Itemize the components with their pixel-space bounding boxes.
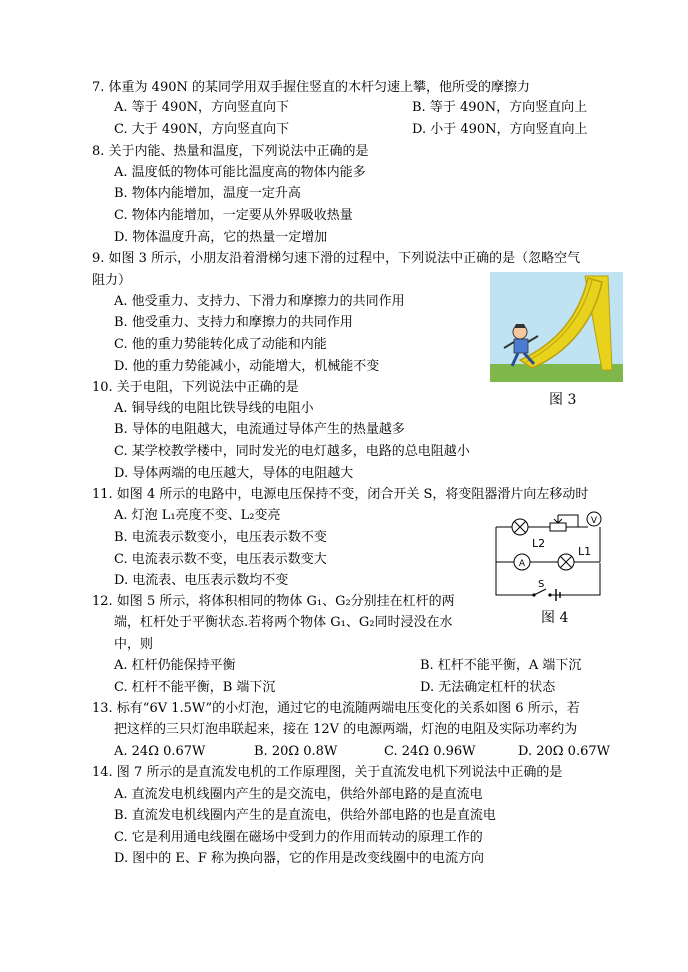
figure-4-caption: 图 4 — [541, 610, 569, 626]
q8-option-d[interactable]: D. 物体温度升高，它的热量一定增加 — [114, 230, 328, 245]
wire-left-bottom — [496, 527, 534, 595]
q14-option-d[interactable]: D. 图中的 E、F 称为换向器，它的作用是改变线圈中的电流方向 — [114, 851, 484, 866]
figure-3-caption: 图 3 — [549, 392, 577, 408]
q12-option-b[interactable]: B. 杠杆不能平衡，A 端下沉 — [420, 658, 582, 673]
q10-option-d[interactable]: D. 导体两端的电压越大，导体的电阻越大 — [114, 466, 354, 481]
switch-contact — [548, 593, 551, 596]
q14-option-b[interactable]: B. 直流发电机线圈内产生的是直流电，供给外部电路的也是直流电 — [114, 808, 496, 823]
q7-option-b[interactable]: B. 等于 490N，方向竖直向上 — [412, 100, 588, 115]
q7-option-a[interactable]: A. 等于 490N，方向竖直向下 — [114, 100, 289, 115]
q10-stem: 10. 关于电阻，下列说法中正确的是 — [92, 380, 299, 395]
lamp-l1-cross — [560, 556, 572, 568]
q9-option-a[interactable]: A. 他受重力、支持力、下滑力和摩擦力的共同作用 — [114, 294, 405, 309]
q14-stem: 14. 图 7 所示的是直流发电机的工作原理图，关于直流发电机下列说法中正确的是 — [92, 765, 563, 780]
q13-option-b[interactable]: B. 20Ω 0.8W — [254, 744, 338, 759]
q9-stem-line1: 9. 如图 3 所示，小朋友沿着滑梯匀速下滑的过程中，下列说法中正确的是（忽略空气 — [92, 251, 581, 266]
q13-stem-line2: 把这样的三只灯泡串联起来，接在 12V 的电源两端，灯泡的电阻及实际功率约为 — [114, 722, 578, 737]
q10-option-b[interactable]: B. 导体的电阻越大，电流通过导体产生的热量越多 — [114, 422, 405, 437]
q13-option-d[interactable]: D. 20Ω 0.67W — [518, 744, 610, 759]
q13-option-c[interactable]: C. 24Ω 0.96W — [384, 744, 476, 759]
q10-option-c[interactable]: C. 某学校教学楼中，同时发光的电灯越多，电路的总电阻越小 — [114, 444, 470, 459]
q12-stem-line2: 端，杠杆处于平衡状态.若将两个物体 G₁、G₂同时浸没在水 — [114, 615, 453, 630]
q12-option-d[interactable]: D. 无法确定杠杆的状态 — [420, 680, 556, 695]
lamp-l1-label: L1 — [578, 545, 592, 558]
q14-option-c[interactable]: C. 它是利用通电线圈在磁场中受到力的作用而转动的原理工作的 — [114, 830, 483, 845]
figure-4-circuit-diagram — [488, 505, 606, 605]
ammeter-label: A — [518, 559, 526, 569]
q8-option-b[interactable]: B. 物体内能增加，温度一定升高 — [114, 186, 301, 201]
switch-pivot — [532, 593, 535, 596]
q8-stem: 8. 关于内能、热量和温度，下列说法中正确的是 — [92, 144, 369, 159]
q12-stem-line1: 12. 如图 5 所示，将体积相同的物体 G₁、G₂分别挂在杠杆的两 — [92, 594, 455, 609]
q9-option-b[interactable]: B. 他受重力、支持力和摩擦力的共同作用 — [114, 315, 353, 330]
child-hair — [514, 324, 526, 328]
q12-stem-line3: 中，则 — [114, 637, 154, 652]
rheostat-link — [558, 515, 578, 527]
lamp-l2-label: L2 — [532, 537, 546, 550]
q14-option-a[interactable]: A. 直流发电机线圈内产生的是交流电，供给外部电路的是直流电 — [114, 787, 483, 802]
figure-3-slide-illustration — [490, 272, 623, 382]
lamp-l2-cross — [514, 521, 526, 533]
rheostat-body — [550, 523, 566, 531]
q12-option-c[interactable]: C. 杠杆不能平衡，B 端下沉 — [114, 680, 276, 695]
q11-option-b[interactable]: B. 电流表示数变小，电压表示数不变 — [114, 530, 327, 545]
q9-option-d[interactable]: D. 他的重力势能减小，动能增大，机械能不变 — [114, 359, 380, 374]
q9-stem-line2: 阻力） — [92, 273, 132, 288]
q12-option-a[interactable]: A. 杠杆仍能保持平衡 — [114, 658, 236, 673]
q8-option-a[interactable]: A. 温度低的物体可能比温度高的物体内能多 — [114, 165, 366, 180]
wire-bottom-right — [550, 563, 600, 595]
q13-stem-line1: 13. 标有“6V 1.5W”的小灯泡，通过它的电流随两端电压变化的关系如图 6 所示，若 — [92, 701, 580, 716]
q7-option-c[interactable]: C. 大于 490N，方向竖直向下 — [114, 122, 290, 137]
q10-option-a[interactable]: A. 铜导线的电阻比铁导线的电阻小 — [114, 401, 314, 416]
child-body — [514, 339, 528, 353]
q11-stem: 11. 如图 4 所示的电路中，电源电压保持不变，闭合开关 S，将变阻器滑片向左移动时 — [92, 487, 589, 502]
q7-stem: 7. 体重为 490N 的某同学用双手握住竖直的木杆匀速上攀，他所受的摩擦力 — [92, 80, 530, 95]
voltmeter-label: V — [590, 516, 598, 526]
q9-option-c[interactable]: C. 他的重力势能转化成了动能和内能 — [114, 337, 327, 352]
q11-option-c[interactable]: C. 电流表示数不变，电压表示数变大 — [114, 552, 327, 567]
q13-option-a[interactable]: A. 24Ω 0.67W — [114, 744, 206, 759]
q11-option-a[interactable]: A. 灯泡 L₁亮度不变、L₂变亮 — [114, 508, 281, 523]
q8-option-c[interactable]: C. 物体内能增加，一定要从外界吸收热量 — [114, 208, 353, 223]
q11-option-d[interactable]: D. 电流表、电压表示数均不变 — [114, 573, 289, 588]
q7-option-d[interactable]: D. 小于 490N，方向竖直向上 — [412, 122, 588, 137]
switch-label: S — [538, 579, 545, 590]
